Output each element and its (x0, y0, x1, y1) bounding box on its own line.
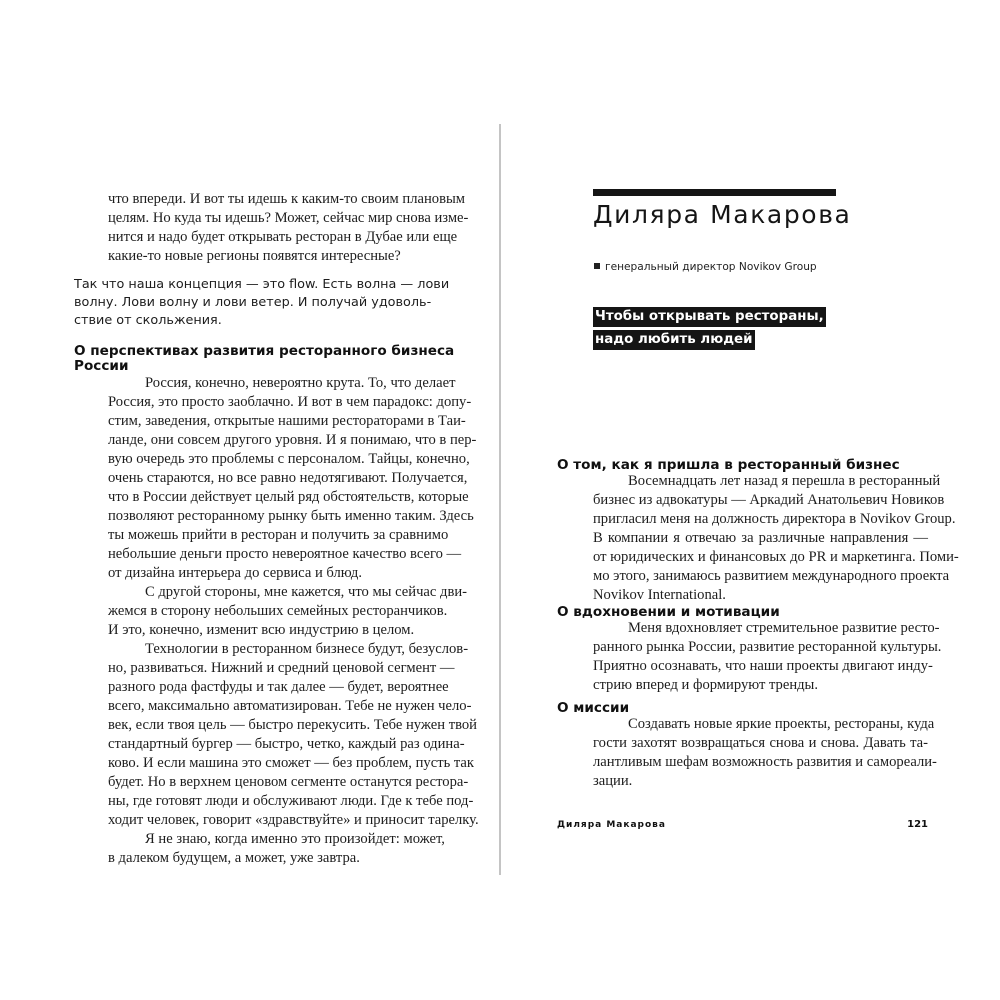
section-heading: О том, как я пришла в ресторанный бизнес (557, 457, 900, 473)
body-line: лантливым шефам возможность развития и самореали- (593, 754, 937, 770)
body-line: ранного рынка России, развитие ресторанной культуры. (593, 639, 942, 655)
body-line: ково. И если машина это сможет — без проблем, пусть так (108, 755, 474, 771)
body-line: ты можешь прийти в ресторан и получить за сравнимо (108, 527, 449, 543)
body-line: зации. (593, 773, 633, 789)
body-line: что в России действует целый ряд обстоятельств, которые (108, 489, 469, 505)
title-rule (593, 189, 836, 196)
section-heading: О миссии (557, 700, 630, 716)
body-line: стим, заведения, открытые нашими рестораторами в Таи- (108, 413, 466, 429)
body-line: от юридических и финансовых до PR и маркетинга. Поми- (593, 549, 959, 565)
body-line: разного рода фастфуды и так далее — будет, вероятнее (108, 679, 449, 695)
section-heading: О вдохновении и мотивации (557, 604, 780, 620)
body-line: Я не знаю, когда именно это произойдет: может, (145, 831, 445, 847)
continuation-line: нится и надо будет открывать ресторан в Дубае или еще (108, 229, 458, 245)
author-name: Диляра Макарова (593, 200, 852, 229)
body-line: Novikov International. (593, 587, 726, 603)
body-line: Восемнадцать лет назад я перешла в ресторанный (628, 473, 941, 489)
quote-line: ствие от скольжения. (74, 313, 222, 328)
body-line: ланде, они совсем другого уровня. И я понимаю, что в пер- (108, 432, 477, 448)
running-footer-title: Диляра Макарова (557, 820, 666, 830)
body-line: всего, максимально автоматизирован. Тебе не нужен чело- (108, 698, 472, 714)
body-line: век, если твоя цель — быстро перекусить. Тебе нужен твой (108, 717, 477, 733)
author-role-text: генеральный директор Novikov Group (605, 261, 817, 273)
body-line: В компании я отвечаю за различные направления — (593, 530, 928, 546)
body-line: Россия, конечно, невероятно крута. То, что делает (145, 375, 456, 391)
body-line: гости захотят возвращаться снова и снова. Давать та- (593, 735, 928, 751)
page-number: 121 (907, 819, 928, 830)
highlight-quote-line: надо любить людей (593, 330, 755, 350)
continuation-line: какие-то новые регионы появятся интересные? (108, 248, 401, 264)
body-line: в далеком будущем, а может, уже завтра. (108, 850, 360, 866)
body-line: очень стараются, но все равно недотягивают. Получается, (108, 470, 468, 486)
body-line: позволяют ресторанному рынку быть именно таким. Здесь (108, 508, 474, 524)
section-heading: России (74, 358, 129, 374)
body-line: будет. Но в верхнем ценовом сегменте останутся рестора- (108, 774, 469, 790)
body-line: ходит человек, говорит «здравствуйте» и приносит тарелку. (108, 812, 479, 828)
body-line: вую очередь это проблемы с персоналом. Тайцы, конечно, (108, 451, 470, 467)
highlight-quote-line: Чтобы открывать рестораны, (593, 307, 826, 327)
square-bullet-icon (594, 263, 600, 269)
body-line: бизнес из адвокатуры — Аркадий Анатольевич Новиков (593, 492, 945, 508)
continuation-line: целям. Но куда ты идешь? Может, сейчас мир снова изме- (108, 210, 469, 226)
body-line: Создавать новые яркие проекты, рестораны, куда (628, 716, 935, 732)
body-line: мо этого, занимаюсь развитием международного проекта (593, 568, 950, 584)
body-line: пригласил меня на должность директора в Novikov Group. (593, 511, 956, 527)
body-line: ны, где готовят люди и обслуживают люди. Где к тебе под- (108, 793, 474, 809)
body-line: жемся в сторону небольших семейных ресторанчиков. (108, 603, 448, 619)
continuation-line: что впереди. И вот ты идешь к каким-то своим плановым (108, 191, 466, 207)
body-line: стрию вперед и формируют тренды. (593, 677, 819, 693)
page-spine-divider (499, 124, 501, 875)
quote-line: волну. Лови волну и лови ветер. И получай удоволь- (74, 295, 432, 310)
body-line: Россия, это просто заоблачно. И вот в чем парадокс: допу- (108, 394, 472, 410)
body-line: небольшие деньги просто невероятное качество всего — (108, 546, 462, 562)
body-line: от дизайна интерьера до сервиса и блюд. (108, 565, 363, 581)
quote-line: Так что наша концепция — это flow. Есть волна — лови (74, 277, 450, 292)
body-line: С другой стороны, мне кажется, что мы сейчас дви- (145, 584, 468, 600)
section-heading: О перспективах развития ресторанного бизнеса (74, 343, 455, 359)
body-line: Меня вдохновляет стремительное развитие ресто- (628, 620, 940, 636)
body-line: но, развиваться. Нижний и средний ценовой сегмент — (108, 660, 455, 676)
body-line: Технологии в ресторанном бизнесе будут, безуслов- (145, 641, 469, 657)
author-role (594, 259, 817, 275)
body-line: И это, конечно, изменит всю индустрию в целом. (108, 622, 415, 638)
body-line: Приятно осознавать, что наши проекты двигают инду- (593, 658, 933, 674)
body-line: стандартный бургер — быстро, четко, каждый раз одина- (108, 736, 465, 752)
